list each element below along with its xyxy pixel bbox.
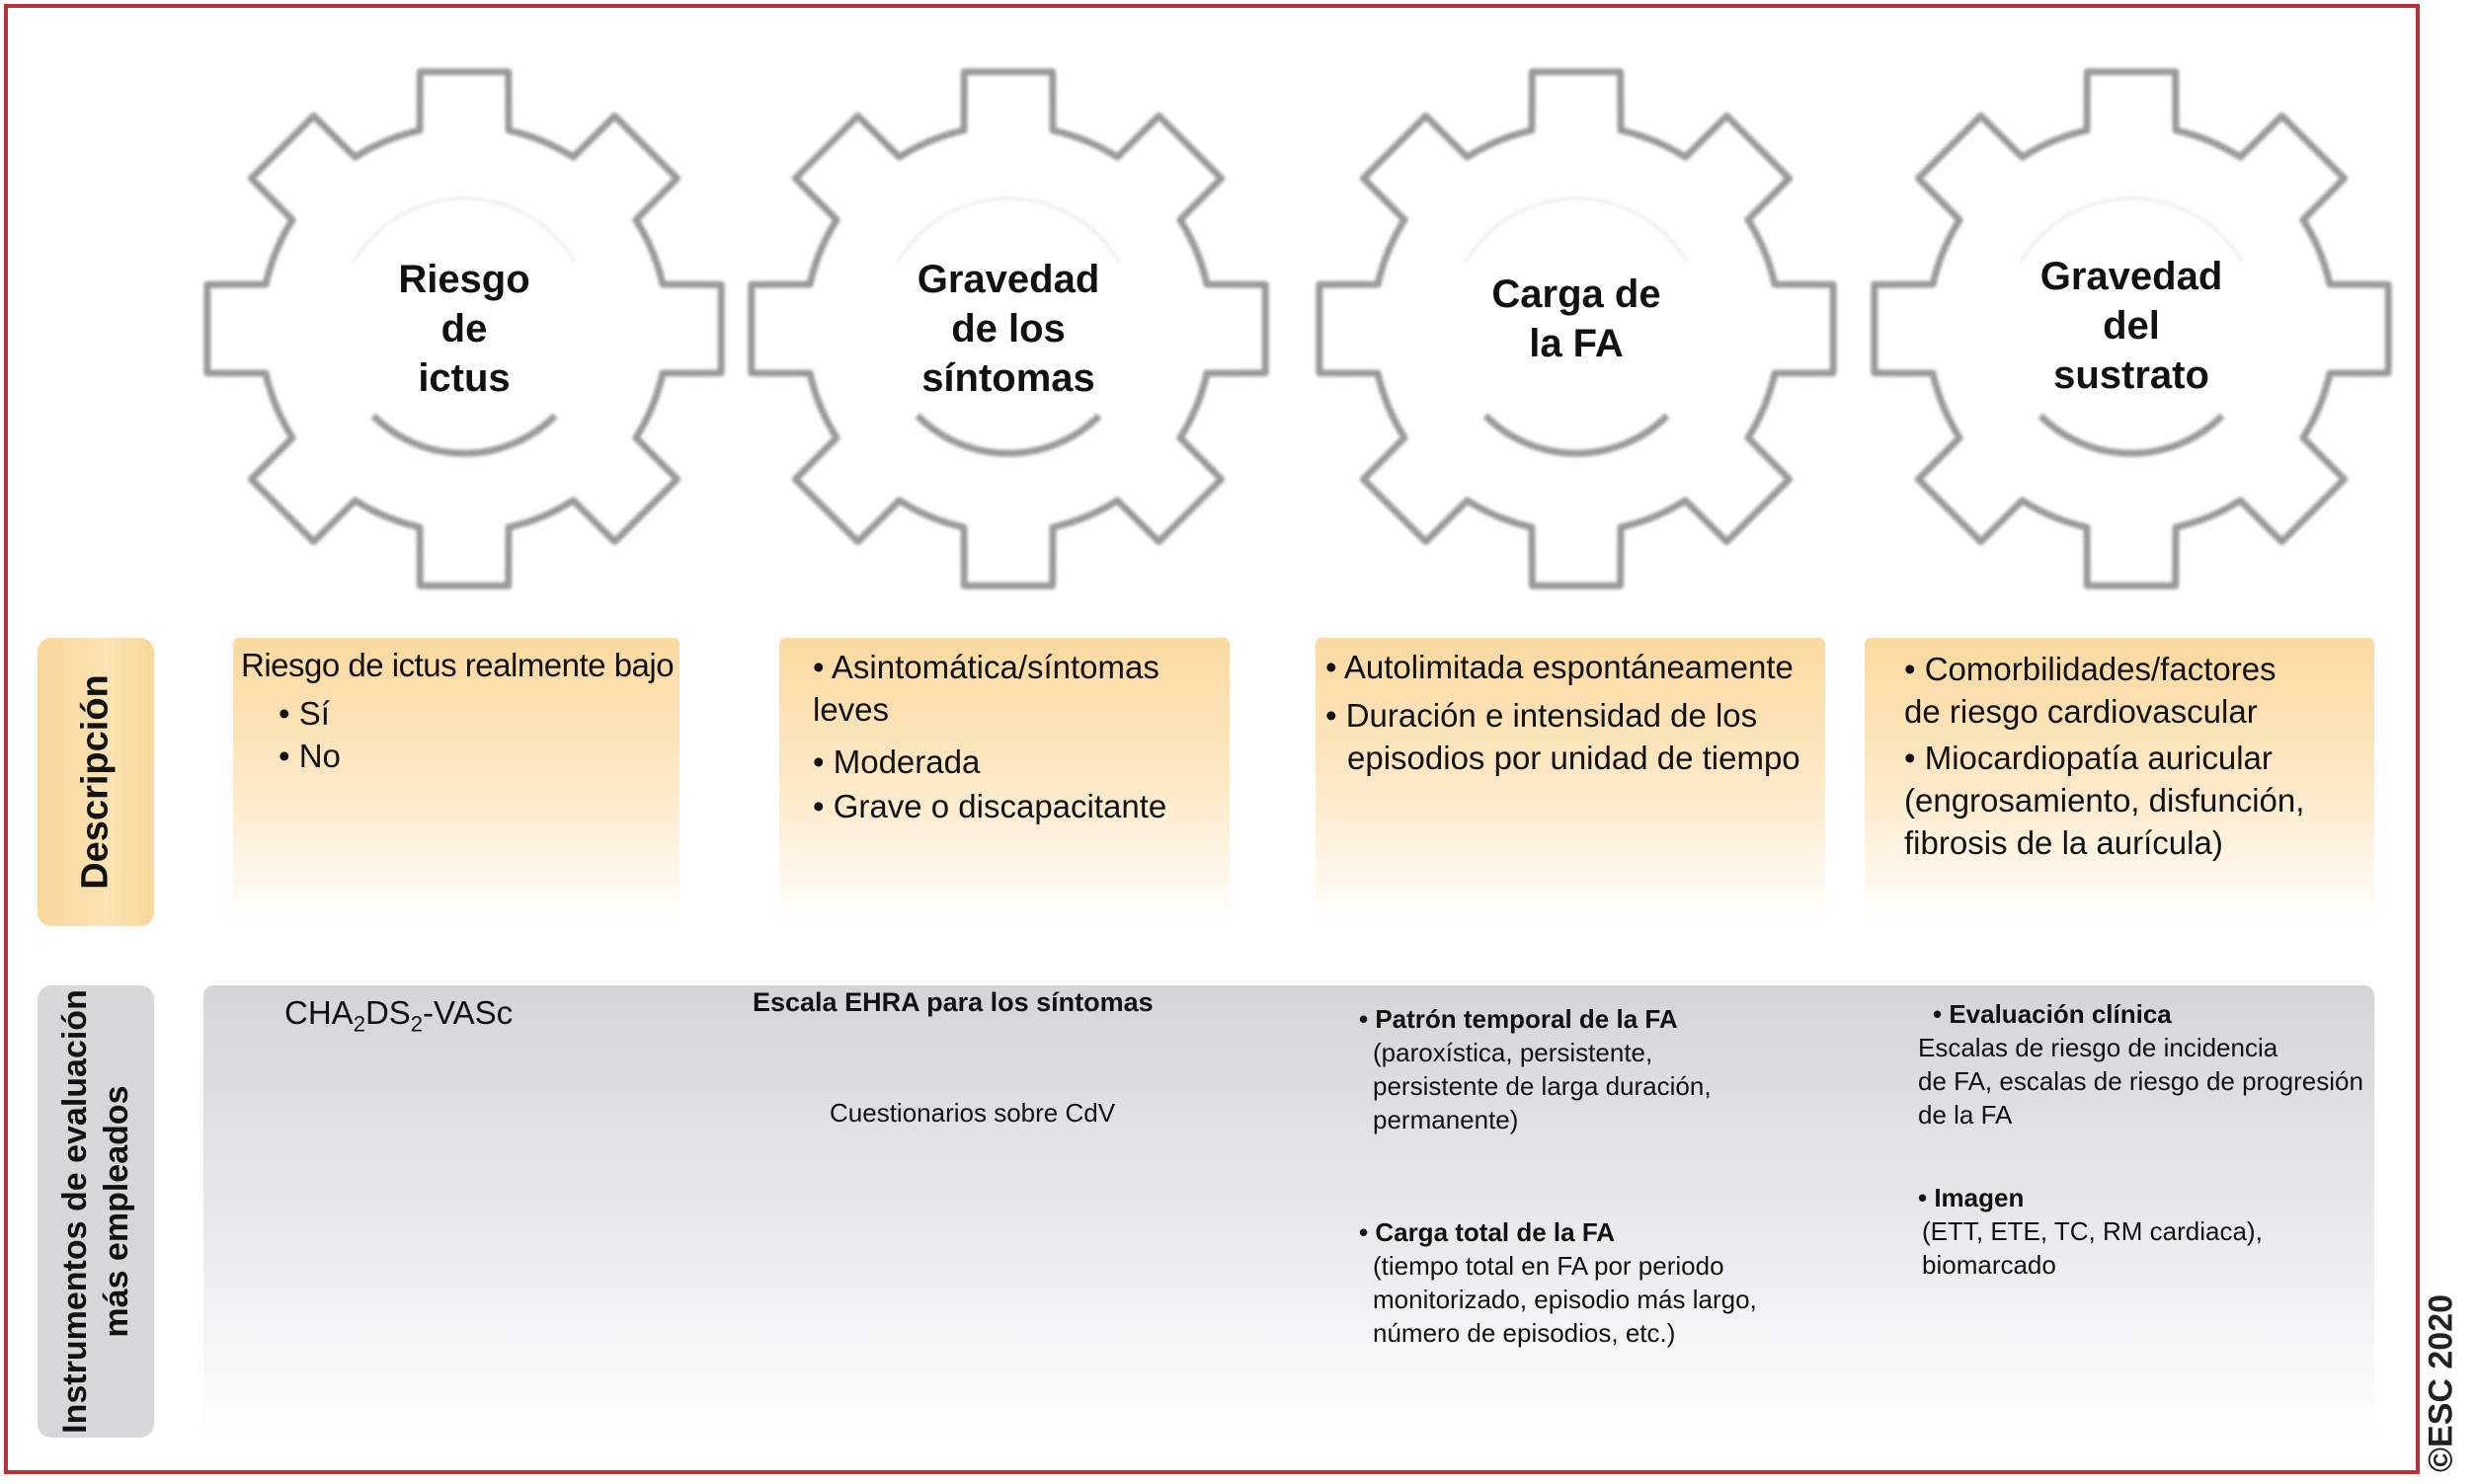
instrument-gravedad-sustrato: • Evaluación clínica Escalas de riesgo de incidencia de FA, escalas de riesgo de progresión de la FA • Imagen (ETT, ETE, TC, RM cardiaca), biomarcado xyxy=(1918,999,2363,1280)
instrument-escala-ehra: Escala EHRA para los síntomas xyxy=(753,987,1154,1017)
instrument-cuestionarios-cdv: Cuestionarios sobre CdV xyxy=(830,1098,1116,1128)
gear-title: Riesgo de ictus xyxy=(398,258,530,400)
row-label-instrumentos: Instrumentos de evaluación más empleados xyxy=(38,985,154,1438)
instrument-carga-fa: • Patrón temporal de la FA (paroxística, persistente, persistente de larga duración, permanente) • Carga total de la FA (tiempo total en FA por periodo monitorizado, episodio más largo, número de episodios, etc.) xyxy=(1359,1004,1757,1348)
gear-title: Gravedad del sustrato xyxy=(2039,255,2223,397)
gear-gravedad-sustrato xyxy=(1855,57,2408,600)
gear-carga-fa xyxy=(1300,57,1853,600)
gear-title: Carga de la FA xyxy=(1491,273,1661,365)
description-gravedad-sintomas: • Asintomática/síntomas leves • Moderada • Grave o discapacitante xyxy=(779,638,1230,926)
description-carga-fa: • Autolimitada espontáneamente • Duración e intensidad de los episodios por unidad de tiempo xyxy=(1316,638,1825,926)
gear-gravedad-sintomas xyxy=(732,57,1285,600)
gear-title: Gravedad de los síntomas xyxy=(917,258,1100,400)
description-riesgo-ictus: Riesgo de ictus realmente bajo • Sí • No xyxy=(233,638,679,926)
gear-riesgo-ictus xyxy=(188,57,741,600)
row-label-descripcion: Descripción xyxy=(38,638,154,926)
description-gravedad-sustrato: • Comorbilidades/factores de riesgo cardiovascular • Miocardiopatía auricular (engrosamiento, disfunción, fibrosis de la aurícula) xyxy=(1865,638,2374,926)
instrument-cha2ds2-vasc: $CHA_2DS_2$-VASc xyxy=(284,994,514,1037)
copyright-label: ©ESC 2020 xyxy=(2422,1293,2460,1472)
